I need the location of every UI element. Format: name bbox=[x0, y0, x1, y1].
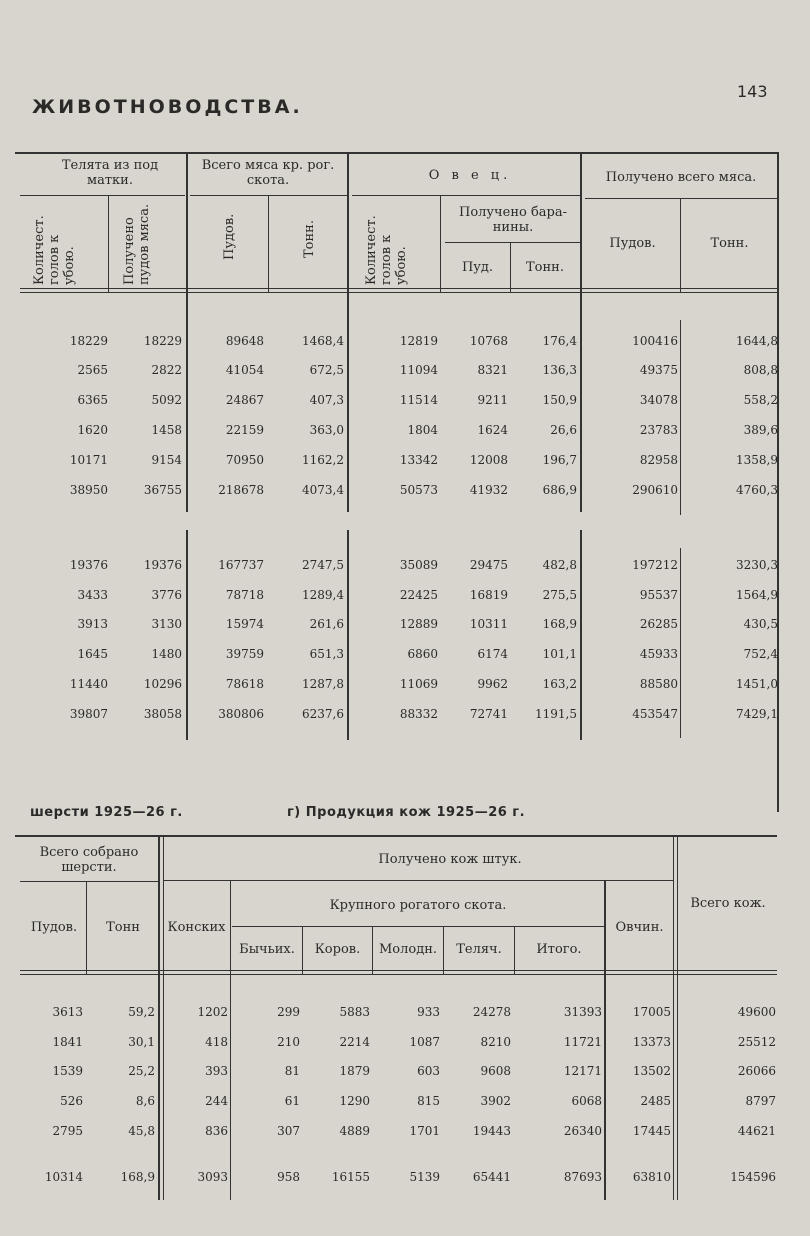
table-cell: 197212 bbox=[632, 558, 678, 572]
table-cell: 1804 bbox=[407, 423, 438, 437]
header-cows: Коров. bbox=[314, 942, 361, 957]
table-cell: 18229 bbox=[143, 334, 182, 348]
table-cell: 16155 bbox=[331, 1170, 370, 1184]
table-cell: 1287,8 bbox=[302, 677, 344, 691]
table-cell: 1644,8 bbox=[736, 334, 778, 348]
table-cell: 35089 bbox=[399, 558, 438, 572]
table-cell: 13342 bbox=[399, 453, 438, 467]
table-cell: 17005 bbox=[632, 1005, 671, 1019]
table-cell: 3613 bbox=[52, 1005, 83, 1019]
table-cell: 418 bbox=[205, 1035, 228, 1049]
table-cell: 41054 bbox=[225, 363, 264, 377]
table-cell: 8210 bbox=[480, 1035, 511, 1049]
header-total-tons: Тонн. bbox=[710, 236, 749, 251]
table-cell: 8797 bbox=[745, 1094, 776, 1108]
table-cell: 1191,5 bbox=[535, 707, 577, 721]
table-cell: 3902 bbox=[480, 1094, 511, 1108]
table-cell: 95537 bbox=[639, 588, 678, 602]
table-cell: 41932 bbox=[469, 483, 508, 497]
table-cell: 72741 bbox=[469, 707, 508, 721]
table-cell: 2485 bbox=[640, 1094, 671, 1108]
table-cell: 1451,0 bbox=[736, 677, 778, 691]
table-cell: 526 bbox=[60, 1094, 83, 1108]
table-cell: 17445 bbox=[632, 1124, 671, 1138]
table-cell: 1289,4 bbox=[302, 588, 344, 602]
table-cell: 10768 bbox=[469, 334, 508, 348]
table-cell: 13502 bbox=[632, 1064, 671, 1078]
table-cell: 3776 bbox=[151, 588, 182, 602]
table-cell: 6237,6 bbox=[302, 707, 344, 721]
table-cell: 1841 bbox=[52, 1035, 83, 1049]
table-cell: 59,2 bbox=[128, 1005, 155, 1019]
header-calves: Телята из под матки. bbox=[61, 158, 159, 188]
page-number: 143 bbox=[737, 82, 768, 101]
table-cell: 686,9 bbox=[542, 483, 577, 497]
table-cell: 16819 bbox=[469, 588, 508, 602]
table-cell: 38058 bbox=[143, 707, 182, 721]
table-cell: 25512 bbox=[737, 1035, 776, 1049]
table-cell: 6860 bbox=[407, 647, 438, 661]
table-cell: 61 bbox=[284, 1094, 300, 1108]
table-cell: 19443 bbox=[472, 1124, 511, 1138]
table-cell: 3433 bbox=[77, 588, 108, 602]
header-sheep-count: Количест. голов к убою. bbox=[364, 215, 409, 285]
table-cell: 10296 bbox=[143, 677, 182, 691]
table-cell: 9154 bbox=[151, 453, 182, 467]
header-total-meat: Получено всего мяса. bbox=[605, 170, 757, 185]
page-header: ЖИВОТНОВОДСТВА. bbox=[32, 96, 303, 118]
table-cell: 275,5 bbox=[542, 588, 577, 602]
header-sheep: О в е ц. bbox=[428, 168, 512, 183]
wool-section-title: шерсти 1925—26 г. bbox=[30, 805, 183, 820]
table-cell: 9962 bbox=[477, 677, 508, 691]
table-cell: 4760,3 bbox=[736, 483, 778, 497]
table-cell: 82958 bbox=[639, 453, 678, 467]
header-calves-hides: Теляч. bbox=[456, 942, 502, 957]
table-cell: 49600 bbox=[737, 1005, 776, 1019]
table-cell: 1620 bbox=[77, 423, 108, 437]
table-cell: 168,9 bbox=[120, 1170, 155, 1184]
table-cell: 8321 bbox=[477, 363, 508, 377]
table-cell: 5139 bbox=[409, 1170, 440, 1184]
table-cell: 389,6 bbox=[743, 423, 778, 437]
table-cell: 836 bbox=[205, 1124, 228, 1138]
table-cell: 752,4 bbox=[743, 647, 778, 661]
table-cell: 430,5 bbox=[743, 617, 778, 631]
header-mutton-tons: Тонн. bbox=[526, 260, 564, 275]
table-cell: 24867 bbox=[225, 393, 264, 407]
table-cell: 63810 bbox=[632, 1170, 671, 1184]
table-cell: 307 bbox=[277, 1124, 300, 1138]
table-cell: 19376 bbox=[143, 558, 182, 572]
table-cell: 8,6 bbox=[135, 1094, 155, 1108]
header-young: Молодн. bbox=[378, 942, 438, 957]
header-cattle-tons: Тонн. bbox=[302, 220, 317, 258]
table-cell: 958 bbox=[277, 1170, 300, 1184]
table-cell: 1879 bbox=[339, 1064, 370, 1078]
table-cell: 13373 bbox=[632, 1035, 671, 1049]
table-cell: 18229 bbox=[69, 334, 108, 348]
table-cell: 2565 bbox=[77, 363, 108, 377]
table-cell: 36755 bbox=[143, 483, 182, 497]
table-cell: 210 bbox=[277, 1035, 300, 1049]
table-cell: 10311 bbox=[469, 617, 508, 631]
header-cattle-meat: Всего мяса кр. рог. скота. bbox=[201, 158, 335, 188]
table-cell: 9608 bbox=[480, 1064, 511, 1078]
table-cell: 167737 bbox=[218, 558, 264, 572]
table-cell: 31393 bbox=[563, 1005, 602, 1019]
table-cell: 3130 bbox=[151, 617, 182, 631]
table-cell: 39807 bbox=[69, 707, 108, 721]
table-cell: 672,5 bbox=[309, 363, 344, 377]
header-hides-total: Получено кож штук. bbox=[378, 852, 522, 867]
header-wool-tons: Тонн bbox=[106, 920, 140, 935]
table-cell: 1202 bbox=[197, 1005, 228, 1019]
table-cell: 12171 bbox=[563, 1064, 602, 1078]
table-cell: 100416 bbox=[632, 334, 678, 348]
table-cell: 1645 bbox=[77, 647, 108, 661]
table-cell: 407,3 bbox=[309, 393, 344, 407]
table-cell: 10171 bbox=[69, 453, 108, 467]
table-cell: 44621 bbox=[737, 1124, 776, 1138]
table-cell: 168,9 bbox=[542, 617, 577, 631]
table-cell: 2214 bbox=[339, 1035, 370, 1049]
table-cell: 2747,5 bbox=[302, 558, 344, 572]
table-cell: 87693 bbox=[563, 1170, 602, 1184]
hides-section-title: г) Продукция кож 1925—26 г. bbox=[287, 805, 526, 820]
table-cell: 19376 bbox=[69, 558, 108, 572]
header-calves-meat: Получено пудов мяса. bbox=[122, 203, 152, 285]
table-cell: 22425 bbox=[399, 588, 438, 602]
table-cell: 78618 bbox=[225, 677, 264, 691]
table-cell: 1358,9 bbox=[736, 453, 778, 467]
table-cell: 1480 bbox=[151, 647, 182, 661]
header-cattle-poods: Пудов. bbox=[222, 213, 237, 260]
header-sheepskin: Овчин. bbox=[615, 920, 664, 935]
table-cell: 29475 bbox=[469, 558, 508, 572]
table-cell: 150,9 bbox=[542, 393, 577, 407]
header-wool-total: Всего собрано шерсти. bbox=[39, 845, 139, 875]
table-cell: 244 bbox=[205, 1094, 228, 1108]
table-cell: 26340 bbox=[563, 1124, 602, 1138]
table-cell: 11440 bbox=[69, 677, 108, 691]
table-cell: 2795 bbox=[52, 1124, 83, 1138]
table-cell: 78718 bbox=[225, 588, 264, 602]
header-all-hides: Всего кож. bbox=[690, 896, 766, 911]
table-cell: 1701 bbox=[409, 1124, 440, 1138]
table-cell: 26,6 bbox=[550, 423, 577, 437]
table-cell: 23783 bbox=[639, 423, 678, 437]
table-cell: 299 bbox=[277, 1005, 300, 1019]
table-cell: 4889 bbox=[339, 1124, 370, 1138]
table-cell: 11514 bbox=[399, 393, 438, 407]
table-cell: 101,1 bbox=[542, 647, 577, 661]
table-cell: 26066 bbox=[737, 1064, 776, 1078]
table-cell: 1468,4 bbox=[302, 334, 344, 348]
table-cell: 70950 bbox=[225, 453, 264, 467]
table-cell: 176,4 bbox=[542, 334, 577, 348]
table-cell: 380806 bbox=[218, 707, 264, 721]
table-cell: 1564,9 bbox=[736, 588, 778, 602]
table-cell: 1539 bbox=[52, 1064, 83, 1078]
table-cell: 11721 bbox=[563, 1035, 602, 1049]
header-horse: Конских bbox=[167, 920, 226, 935]
table-cell: 39759 bbox=[225, 647, 264, 661]
header-bulls: Бычьих. bbox=[239, 942, 295, 957]
table-cell: 453547 bbox=[632, 707, 678, 721]
table-cell: 4073,4 bbox=[302, 483, 344, 497]
table-cell: 5883 bbox=[339, 1005, 370, 1019]
table-cell: 136,3 bbox=[542, 363, 577, 377]
table-cell: 12008 bbox=[469, 453, 508, 467]
table-cell: 45,8 bbox=[128, 1124, 155, 1138]
table-cell: 22159 bbox=[225, 423, 264, 437]
table-cell: 6174 bbox=[477, 647, 508, 661]
table-cell: 88332 bbox=[399, 707, 438, 721]
table-cell: 50573 bbox=[399, 483, 438, 497]
table-cell: 25,2 bbox=[128, 1064, 155, 1078]
table-cell: 2822 bbox=[151, 363, 182, 377]
header-subtotal: Итого. bbox=[536, 942, 582, 957]
table-cell: 558,2 bbox=[743, 393, 778, 407]
table-cell: 11069 bbox=[399, 677, 438, 691]
table-cell: 12889 bbox=[399, 617, 438, 631]
table-cell: 1458 bbox=[151, 423, 182, 437]
table-cell: 49375 bbox=[639, 363, 678, 377]
table-cell: 363,0 bbox=[309, 423, 344, 437]
header-total-poods: Пудов. bbox=[609, 236, 656, 251]
header-cattle: Крупного рогатого скота. bbox=[329, 898, 507, 913]
table-cell: 6365 bbox=[77, 393, 108, 407]
table-cell: 26285 bbox=[639, 617, 678, 631]
table-cell: 218678 bbox=[218, 483, 264, 497]
table-cell: 808,8 bbox=[743, 363, 778, 377]
table-cell: 290610 bbox=[632, 483, 678, 497]
table-cell: 11094 bbox=[399, 363, 438, 377]
table-cell: 45933 bbox=[639, 647, 678, 661]
table-cell: 15974 bbox=[225, 617, 264, 631]
table-cell: 12819 bbox=[399, 334, 438, 348]
table-cell: 1162,2 bbox=[302, 453, 344, 467]
table-cell: 30,1 bbox=[128, 1035, 155, 1049]
header-mutton-poods: Пуд. bbox=[461, 260, 494, 275]
table-cell: 3093 bbox=[197, 1170, 228, 1184]
table-cell: 154596 bbox=[730, 1170, 776, 1184]
table-cell: 3913 bbox=[77, 617, 108, 631]
table-cell: 261,6 bbox=[309, 617, 344, 631]
table-cell: 196,7 bbox=[542, 453, 577, 467]
table-cell: 81 bbox=[284, 1064, 300, 1078]
header-mutton: Получено бара- нины. bbox=[458, 205, 568, 235]
table-cell: 10314 bbox=[44, 1170, 83, 1184]
table-cell: 482,8 bbox=[542, 558, 577, 572]
table-cell: 89648 bbox=[225, 334, 264, 348]
table-cell: 88580 bbox=[639, 677, 678, 691]
table-cell: 38950 bbox=[69, 483, 108, 497]
table-cell: 7429,1 bbox=[736, 707, 778, 721]
table-cell: 5092 bbox=[151, 393, 182, 407]
table-cell: 1290 bbox=[339, 1094, 370, 1108]
header-wool-poods: Пудов. bbox=[30, 920, 78, 935]
table-cell: 24278 bbox=[472, 1005, 511, 1019]
header-calves-count: Количест. голов к убою. bbox=[32, 215, 77, 285]
table-cell: 3230,3 bbox=[736, 558, 778, 572]
table-cell: 651,3 bbox=[309, 647, 344, 661]
table-cell: 163,2 bbox=[542, 677, 577, 691]
table-cell: 933 bbox=[417, 1005, 440, 1019]
table-cell: 815 bbox=[417, 1094, 440, 1108]
table-cell: 9211 bbox=[477, 393, 508, 407]
table-cell: 34078 bbox=[639, 393, 678, 407]
table-cell: 6068 bbox=[571, 1094, 602, 1108]
table-cell: 65441 bbox=[472, 1170, 511, 1184]
table-cell: 393 bbox=[205, 1064, 228, 1078]
table-cell: 1087 bbox=[409, 1035, 440, 1049]
table-cell: 603 bbox=[417, 1064, 440, 1078]
table-cell: 1624 bbox=[477, 423, 508, 437]
